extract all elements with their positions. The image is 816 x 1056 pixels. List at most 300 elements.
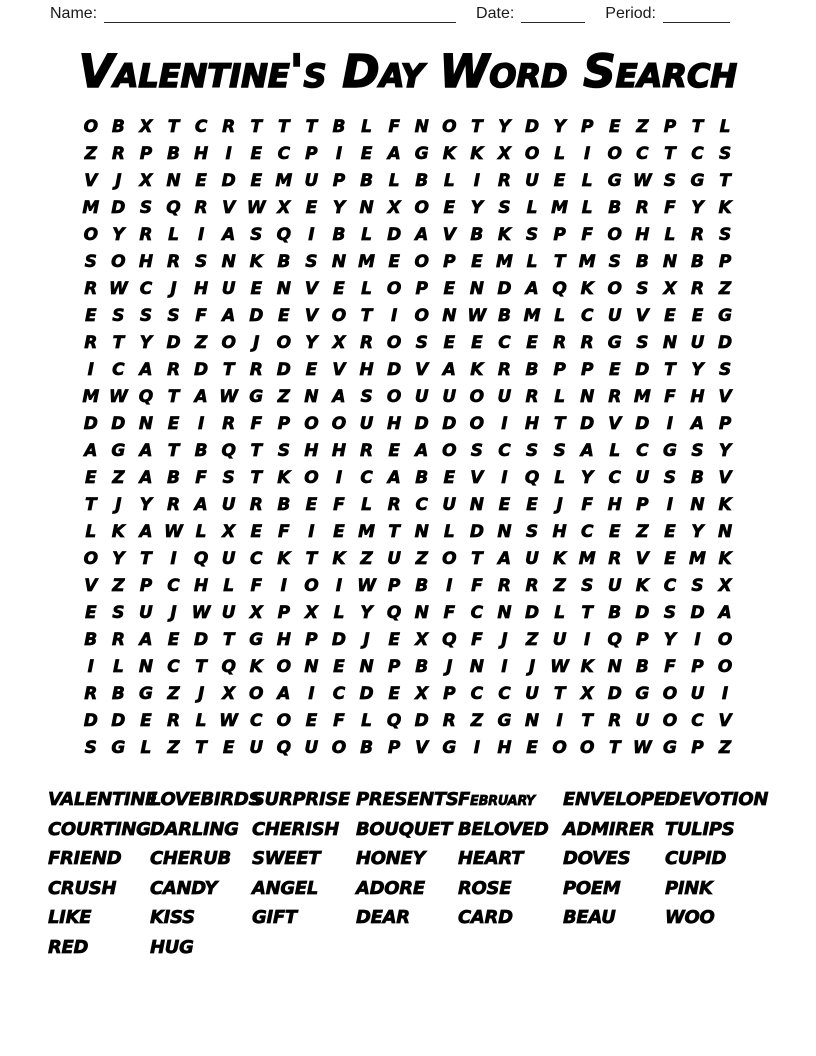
grid-letter: Z [718, 737, 732, 758]
grid-letter: P [139, 143, 153, 164]
grid-letter: U [221, 548, 236, 569]
grid-letter: B [111, 683, 125, 704]
grid-letter: O [717, 629, 733, 650]
grid-letter: V [84, 170, 98, 191]
grid-letter: G [414, 143, 429, 164]
grid-letter: D [387, 359, 402, 380]
grid-letter: W [467, 305, 487, 326]
grid-letter: N [469, 494, 484, 515]
grid-letter: Y [498, 116, 511, 137]
grid-letter: O [414, 251, 429, 272]
grid-letter: V [415, 359, 429, 380]
date-input-line[interactable] [521, 9, 585, 23]
grid-letter: O [662, 683, 678, 704]
grid-letter: V [304, 305, 318, 326]
grid-letter: L [140, 737, 152, 758]
grid-letter: V [84, 575, 98, 596]
word-list-item: LIKE [48, 907, 92, 929]
grid-letter: C [636, 143, 649, 164]
grid-letter: D [690, 602, 705, 623]
grid-letter: A [139, 467, 153, 488]
grid-letter: L [112, 656, 124, 677]
grid-letter: C [250, 710, 263, 731]
grid-letter: S [691, 575, 704, 596]
grid-letter: K [635, 575, 649, 596]
grid-letter: A [222, 305, 236, 326]
grid-letter: E [84, 467, 97, 488]
grid-letter: B [415, 170, 429, 191]
word-search-grid [77, 113, 739, 761]
grid-letter: M [358, 521, 376, 542]
grid-letter: G [662, 440, 677, 461]
grid-letter: O [442, 440, 457, 461]
grid-letter: U [221, 278, 236, 299]
period-label: Period: [605, 5, 656, 22]
grid-letter: H [276, 629, 291, 650]
grid-letter: E [195, 170, 207, 191]
grid-letter: K [718, 494, 732, 515]
grid-letter: S [718, 224, 732, 245]
grid-letter: E [553, 170, 566, 191]
grid-letter: E [388, 683, 400, 704]
grid-letter: P [636, 494, 649, 515]
grid-letter: H [387, 413, 402, 434]
word-list-column [563, 785, 665, 963]
grid-letter: U [525, 683, 539, 704]
grid-letter: O [386, 332, 402, 353]
grid-letter: X [249, 602, 263, 623]
grid-letter: E [84, 602, 97, 623]
grid-letter: R [139, 224, 153, 245]
grid-letter: S [581, 575, 594, 596]
grid-letter: I [501, 656, 508, 677]
grid-letter: S [718, 359, 732, 380]
grid-letter: V [718, 386, 732, 407]
grid-letter: T [388, 521, 400, 542]
grid-letter: Q [386, 710, 402, 731]
grid-letter: E [608, 359, 621, 380]
word-list-item: COURTING [48, 818, 151, 840]
grid-letter: Q [276, 737, 292, 758]
word-list-item: TULIPS [665, 818, 735, 840]
grid-letter: L [443, 521, 455, 542]
grid-letter: D [635, 602, 650, 623]
grid-letter: L [581, 170, 593, 191]
grid-letter: E [526, 332, 538, 353]
name-input-line[interactable] [104, 9, 456, 23]
grid-letter: J [446, 656, 453, 677]
grid-letter: I [308, 224, 315, 245]
word-list-item: ADMIRER [563, 818, 655, 840]
grid-letter: X [304, 602, 318, 623]
grid-letter: D [607, 683, 622, 704]
grid-letter: B [277, 494, 291, 515]
grid-letter: R [166, 251, 181, 272]
grid-letter: Y [718, 440, 732, 461]
grid-letter: H [193, 575, 209, 596]
grid-letter: T [305, 116, 318, 137]
grid-letter: N [497, 521, 512, 542]
grid-letter: H [138, 251, 154, 272]
grid-letter: E [608, 521, 621, 542]
grid-letter: D [469, 521, 484, 542]
grid-row [77, 653, 739, 680]
grid-letter: J [197, 683, 205, 704]
grid-letter: S [112, 602, 125, 623]
grid-letter: D [442, 413, 457, 434]
grid-letter: Z [718, 278, 732, 299]
grid-letter: C [139, 278, 153, 299]
grid-letter: O [607, 143, 622, 164]
grid-letter: L [554, 386, 566, 407]
grid-letter: C [277, 143, 291, 164]
grid-letter: L [609, 440, 621, 461]
grid-letter: B [525, 359, 539, 380]
grid-letter: D [249, 305, 264, 326]
grid-letter: I [556, 710, 563, 731]
word-list-item: BEAU [563, 907, 616, 929]
grid-row [77, 329, 739, 356]
grid-letter: U [690, 683, 705, 704]
word-list-column [150, 785, 262, 963]
grid-letter: V [332, 359, 346, 380]
grid-letter: O [414, 197, 429, 218]
grid-letter: Z [470, 710, 484, 731]
grid-letter: S [250, 224, 263, 245]
grid-letter: K [718, 197, 732, 218]
grid-letter: P [332, 170, 346, 191]
grid-letter: I [446, 575, 453, 596]
grid-letter: P [553, 359, 566, 380]
grid-letter: V [304, 278, 318, 299]
grid-letter: P [718, 413, 732, 434]
grid-letter: Q [138, 386, 154, 407]
grid-letter: F [581, 224, 593, 245]
grid-letter: R [249, 359, 263, 380]
grid-letter: R [608, 386, 622, 407]
grid-letter: U [359, 413, 374, 434]
grid-letter: N [662, 332, 678, 353]
grid-letter: G [662, 737, 677, 758]
grid-letter: N [469, 656, 484, 677]
grid-letter: G [718, 305, 733, 326]
grid-letter: F [471, 575, 483, 596]
grid-letter: N [442, 305, 457, 326]
grid-row [77, 464, 739, 491]
grid-letter: F [471, 629, 483, 650]
word-list-item: POEM [563, 877, 621, 899]
grid-letter: D [387, 224, 402, 245]
word-list-column [356, 785, 458, 963]
word-list-item: DEVOTION [665, 789, 769, 810]
grid-letter: K [497, 224, 512, 245]
grid-letter: N [717, 521, 733, 542]
grid-letter: O [386, 278, 402, 299]
grid-letter: N [221, 251, 236, 272]
grid-letter: Y [139, 494, 153, 515]
grid-letter: O [331, 413, 347, 434]
grid-letter: K [277, 467, 291, 488]
word-list-item: CANDY [150, 877, 218, 899]
word-list-column [665, 785, 768, 963]
grid-letter: A [415, 224, 429, 245]
grid-letter: L [85, 521, 97, 542]
grid-letter: U [139, 602, 153, 623]
grid-letter: I [335, 575, 343, 596]
grid-letter: N [359, 197, 374, 218]
grid-letter: C [608, 467, 622, 488]
grid-letter: R [497, 359, 511, 380]
grid-letter: C [663, 575, 677, 596]
grid-letter: E [388, 440, 400, 461]
grid-letter: N [138, 656, 154, 677]
grid-letter: H [552, 521, 567, 542]
grid-letter: C [636, 440, 649, 461]
grid-letter: C [112, 359, 125, 380]
grid-letter: T [140, 548, 152, 569]
grid-letter: T [471, 116, 483, 137]
grid-letter: D [166, 332, 181, 353]
grid-letter: S [636, 278, 649, 299]
grid-letter: I [197, 413, 205, 434]
grid-letter: K [553, 548, 567, 569]
word-list-item: HUG [150, 936, 194, 958]
grid-letter: H [497, 737, 512, 758]
word-list-item: ANGEL [252, 877, 319, 899]
grid-letter: A [139, 440, 153, 461]
grid-letter: K [111, 521, 125, 542]
grid-letter: C [360, 467, 373, 488]
grid-letter: T [112, 332, 125, 353]
grid-letter: J [115, 170, 122, 191]
grid-letter: I [87, 359, 94, 380]
grid-letter: P [691, 737, 704, 758]
grid-letter: O [83, 548, 99, 569]
grid-letter: P [387, 737, 401, 758]
grid-letter: G [138, 683, 153, 704]
grid-letter: E [360, 143, 373, 164]
grid-letter: B [497, 305, 511, 326]
grid-letter: W [632, 170, 652, 191]
grid-letter: L [388, 170, 400, 191]
grid-letter: J [363, 629, 370, 650]
grid-letter: D [111, 710, 126, 731]
grid-letter: Y [553, 116, 566, 137]
grid-letter: N [524, 710, 540, 731]
grid-letter: N [414, 521, 429, 542]
date-label: Date: [476, 5, 515, 22]
grid-letter: T [608, 737, 621, 758]
grid-letter: L [223, 575, 235, 596]
grid-letter: D [111, 413, 126, 434]
grid-letter: E [443, 467, 456, 488]
grid-letter: B [111, 116, 125, 137]
grid-letter: Y [691, 197, 704, 218]
grid-letter: A [139, 629, 153, 650]
grid-letter: A [415, 440, 429, 461]
grid-letter: T [250, 116, 263, 137]
grid-letter: Z [636, 116, 649, 137]
grid-row [77, 167, 739, 194]
grid-letter: B [194, 440, 208, 461]
word-list-item: PRESENTS [356, 789, 459, 810]
grid-letter: X [139, 116, 153, 137]
grid-letter: N [662, 251, 678, 272]
grid-letter: D [497, 278, 512, 299]
grid-letter: T [471, 548, 483, 569]
word-list-item: DOVES [563, 848, 631, 870]
grid-letter: K [442, 143, 456, 164]
grid-letter: X [415, 683, 429, 704]
grid-letter: F [388, 116, 400, 137]
grid-letter: X [222, 683, 236, 704]
grid-letter: W [246, 197, 266, 218]
grid-letter: U [525, 170, 539, 191]
grid-letter: O [221, 332, 236, 353]
grid-letter: H [607, 494, 622, 515]
grid-letter: S [84, 251, 97, 272]
grid-letter: B [360, 170, 374, 191]
grid-letter: P [636, 629, 649, 650]
grid-letter: D [194, 359, 209, 380]
grid-letter: F [664, 197, 676, 218]
grid-letter: O [469, 413, 485, 434]
grid-letter: K [470, 359, 484, 380]
grid-letter: D [414, 710, 429, 731]
grid-letter: O [442, 116, 457, 137]
grid-letter: D [276, 359, 291, 380]
grid-letter: J [501, 629, 508, 650]
grid-row [77, 680, 739, 707]
grid-letter: Z [636, 521, 649, 542]
grid-letter: U [607, 305, 622, 326]
grid-letter: N [607, 656, 622, 677]
grid-letter: M [82, 197, 100, 218]
grid-letter: U [249, 737, 264, 758]
grid-letter: T [360, 305, 373, 326]
grid-letter: V [608, 413, 622, 434]
grid-letter: X [415, 629, 429, 650]
grid-letter: L [195, 521, 207, 542]
grid-letter: N [414, 602, 429, 623]
grid-letter: P [305, 629, 318, 650]
grid-letter: T [167, 440, 180, 461]
grid-letter: O [276, 332, 292, 353]
grid-letter: H [331, 440, 347, 461]
grid-letter: M [578, 548, 596, 569]
grid-letter: W [550, 656, 569, 677]
grid-row [77, 437, 739, 464]
grid-letter: N [304, 386, 319, 407]
grid-letter: G [497, 710, 512, 731]
grid-letter: Y [305, 332, 318, 353]
grid-letter: X [387, 197, 401, 218]
grid-letter: D [221, 170, 236, 191]
grid-letter: M [578, 251, 596, 272]
grid-letter: B [608, 602, 622, 623]
word-list-item: VALENTINE [48, 789, 158, 810]
grid-letter: X [497, 143, 512, 164]
grid-letter: U [635, 710, 650, 731]
grid-letter: N [331, 251, 347, 272]
grid-letter: O [662, 710, 678, 731]
grid-letter: C [250, 548, 263, 569]
grid-letter: T [664, 143, 676, 164]
grid-letter: F [581, 494, 593, 515]
grid-row [77, 221, 739, 248]
grid-letter: A [139, 521, 153, 542]
grid-row [77, 626, 739, 653]
grid-row [77, 545, 739, 572]
grid-letter: Q [193, 548, 209, 569]
grid-letter: L [554, 143, 566, 164]
grid-letter: R [635, 197, 649, 218]
grid-letter: Z [277, 386, 290, 407]
grid-letter: H [304, 440, 319, 461]
grid-letter: D [359, 683, 374, 704]
grid-letter: H [690, 386, 705, 407]
word-list-item: CHERISH [252, 818, 340, 840]
grid-letter: Z [194, 332, 208, 353]
grid-letter: I [335, 143, 343, 164]
grid-letter: T [278, 116, 290, 137]
word-list-item: February [458, 789, 535, 810]
grid-letter: P [415, 278, 428, 299]
period-input-line[interactable] [663, 9, 730, 23]
grid-letter: O [304, 467, 319, 488]
grid-letter: R [111, 143, 125, 164]
grid-letter: A [277, 683, 291, 704]
grid-letter: C [498, 332, 511, 353]
grid-letter: I [308, 683, 315, 704]
grid-letter: D [194, 629, 209, 650]
grid-letter: A [387, 143, 401, 164]
grid-letter: O [83, 116, 99, 137]
grid-letter: E [278, 305, 290, 326]
grid-letter: D [83, 710, 98, 731]
grid-row [77, 410, 739, 437]
grid-letter: C [332, 683, 346, 704]
grid-letter: D [111, 197, 126, 218]
grid-letter: A [387, 467, 401, 488]
word-list-item: HONEY [356, 848, 426, 870]
grid-letter: A [84, 440, 98, 461]
grid-letter: R [84, 332, 98, 353]
grid-row [77, 113, 739, 140]
word-list-item: BELOVED [458, 818, 549, 840]
grid-letter: Q [221, 440, 236, 461]
grid-letter: O [469, 386, 485, 407]
grid-letter: I [666, 413, 674, 434]
grid-letter: V [635, 548, 649, 569]
grid-letter: P [443, 251, 456, 272]
grid-letter: P [277, 602, 291, 623]
grid-letter: C [415, 494, 428, 515]
word-list-item: LOVEBIRDS [150, 789, 262, 810]
grid-letter: J [170, 278, 177, 299]
grid-letter: E [140, 710, 152, 731]
grid-letter: Z [112, 575, 125, 596]
grid-letter: F [195, 305, 207, 326]
grid-letter: L [361, 224, 372, 245]
grid-letter: A [139, 359, 153, 380]
grid-letter: U [387, 548, 402, 569]
grid-letter: D [635, 413, 650, 434]
grid-letter: T [305, 548, 318, 569]
grid-letter: R [387, 494, 401, 515]
grid-letter: E [664, 305, 676, 326]
grid-letter: K [718, 548, 732, 569]
